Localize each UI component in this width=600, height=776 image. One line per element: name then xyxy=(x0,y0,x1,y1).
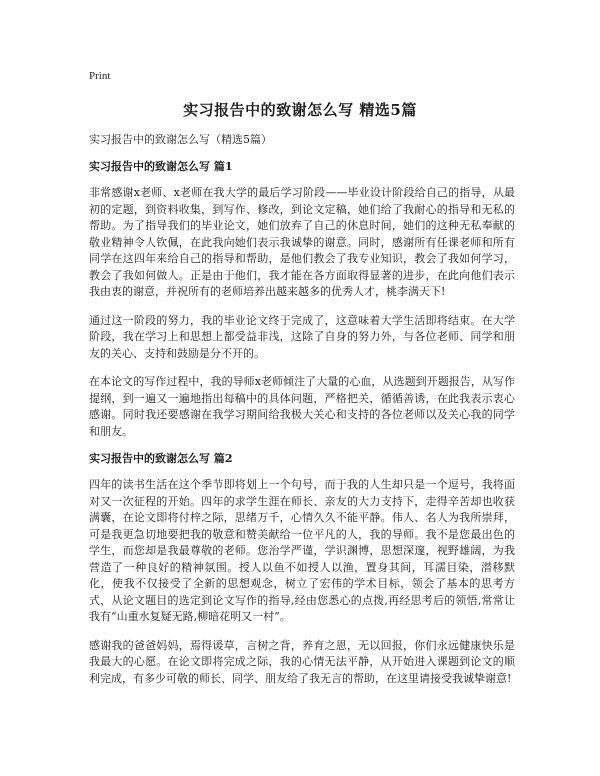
section-heading: 实习报告中的致谢怎么写 篇1 xyxy=(89,160,233,173)
print-link[interactable]: Print xyxy=(89,70,111,82)
page-title: 实习报告中的致谢怎么写 精选5篇 xyxy=(183,101,417,119)
paragraph: 非常感谢x老师、x老师在我大学的最后学习阶段——毕业设计阶段给自己的指导，从最初的定题，到资料收集，到写作、修改，到论文定稿，她们给了我耐心的指导和无私的帮助。为了指导我们的毕业论文，她们放弃了自己的休息时间，她们的这种无私奉献的敬业精神令人钦佩，在此我向她们表示我诚挚的谢意。同时，感谢所有任课老师和所有同学在这四年来给自己的指导和帮助，是他们教会了我专业知识，教会了我如何学习，教会了我如何做人。正是由于他们，我才能在各方面取得显著的进步，在此向他们表示我由衷的谢意，并祝所有的老师培养出越来越多的优秀人才，桃李满天下! xyxy=(89,186,515,298)
article-body xyxy=(89,160,515,699)
paragraph: 感谢我的爸爸妈妈，焉得谖草，言树之背，养育之恩，无以回报，你们永远健康快乐是我最大的心愿。在论文即将完成之际，我的心情无法平静，从开始进入课题到论文的顺利完成，有多少可敬的师长、同学、朋友给了我无言的帮助，在这里请接受我诚挚谢意! xyxy=(89,638,515,685)
section-2 xyxy=(89,452,515,687)
section-heading: 实习报告中的致谢怎么写 篇2 xyxy=(89,452,233,465)
paragraph: 通过这一阶段的努力，我的毕业论文终于完成了，这意味着大学生活即将结束。在大学阶段，我在学习上和思想上都受益非浅，这除了自身的努力外，与各位老师、同学和朋友的关心、支持和鼓励是分不开的。 xyxy=(89,313,515,360)
paragraph: 在本论文的写作过程中，我的导师x老师倾注了大量的心血，从选题到开题报告，从写作提纲，到一遍又一遍地指出每稿中的具体问题，严格把关，循循善诱，在此我表示衷心感谢。同时我还要感谢在我学习期间给我极大关心和支持的各位老师以及关心我的同学和朋友。 xyxy=(89,375,515,438)
document-subtitle: 实习报告中的致谢怎么写（精选5篇） xyxy=(89,133,272,146)
paragraph: 四年的读书生活在这个季节即将划上一个句号，而于我的人生却只是一个逗号，我将面对又一次征程的开始。四年的求学生涯在师长、亲友的大力支持下，走得辛苦却也收获满囊，在论文即将付梓之际，思绪万千，心情久久不能平静。伟人、名人为我所崇拜，可是我更急切地要把我的敬意和赞美献给一位平凡的人，我的导师。我不是您最出色的学生，而您却是我最尊敬的老师。您治学严谨，学识渊博，思想深邃，视野雄阔，为我营造了一种良好的精神氛围。授人以鱼不如授人以渔，置身其间，耳濡目染，潜移默化，使我不仅接受了全新的思想观念，树立了宏伟的学术目标，领会了基本的思考方式，从论文题目的选定到论文写作的指导,经由您悉心的点拨,再经思考后的领悟,常常让我有“山重水复疑无路,柳暗花明又一村”。 xyxy=(89,478,515,623)
section-1 xyxy=(89,160,515,440)
